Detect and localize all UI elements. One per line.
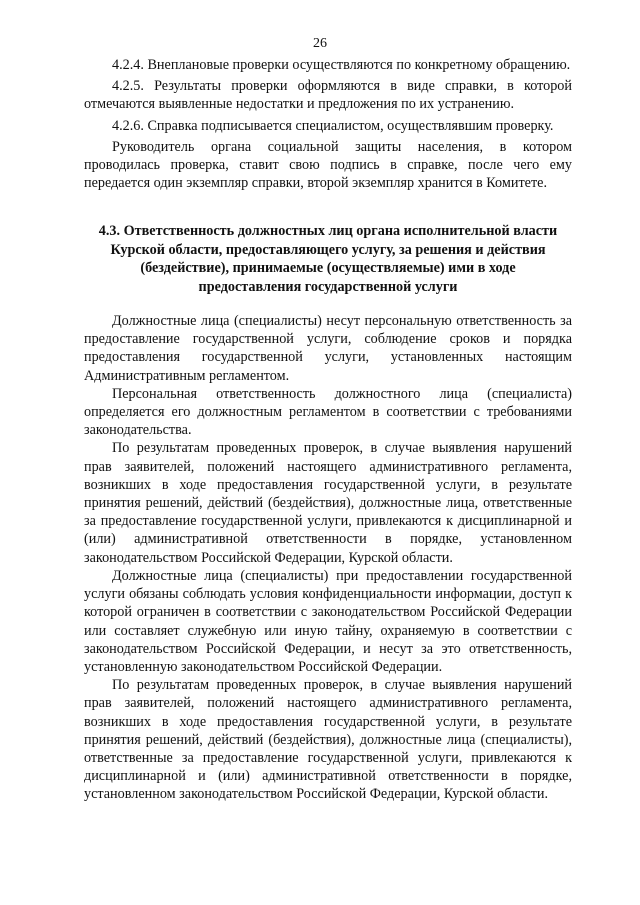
section-heading-4-3: 4.3. Ответственность должностных лиц органа исполнительной власти Курской области, предоставляющего услугу, за решения и действия (бездействие), принимаемые (осуществляемые) ими в ходе предоставления государственной услуги [98,223,558,295]
paragraph-inspection-results-2: По результатам проведенных проверок, в случае выявления нарушений прав заявителей, положений настоящего административного регламента, возникших в ходе предоставления государственной услуги, в результате принятия решений, действий (бездействия), должностные лица (специалисты), ответственные за предоставление государственной услуги, привлекаются к дисциплинарной и (или) административной ответственности в порядке, установленном законодательством Российской Федерации, Курской области. [84,677,572,803]
paragraph-head-signature: Руководитель органа социальной защиты населения, в котором проводилась проверка, ставит свою подпись в справке, после чего ему передается один экземпляр справки, второй экземпляр хранится в Комитете. [84,138,572,192]
paragraph-4-2-5: 4.2.5. Результаты проверки оформляются в виде справки, в которой отмечаются выявленные недостатки и предложения по их устранению. [84,78,572,113]
paragraph-official-regulation: Персональная ответственность должностного лица (специалиста) определяется его должностным регламентом в соответствии с требованиями законодательства. [84,385,572,439]
page-body [84,56,572,804]
page-number: 26 [313,36,327,51]
paragraph-4-2-6: 4.2.6. Справка подписывается специалистом, осуществлявшим проверку. [112,117,554,134]
paragraph-4-2-4: 4.2.4. Внеплановые проверки осуществляются по конкретному обращению. [112,57,571,73]
paragraph-personal-responsibility: Должностные лица (специалисты) несут персональную ответственность за предоставление государственной услуги, соблюдение сроков и порядка предоставления государственной услуги, установленных настоящим Административным регламентом. [84,313,572,384]
paragraph-inspection-results-1: По результатам проведенных проверок, в случае выявления нарушений прав заявителей, положений настоящего административного регламента, возникших в ходе предоставления государственной услуги, в результате принятия решений, действий (бездействия), должностные лица, ответственные за предоставление государственной услуги, привлекаются к дисциплинарной и (или) административной ответственности в порядке, установленном законодательством Российской Федерации, Курской области. [84,440,572,566]
paragraph-confidentiality: Должностные лица (специалисты) при предоставлении государственной услуги обязаны соблюдать условия конфиденциальности информации, доступ к которой ограничен в соответствии с законодательством Российской Федерации или составляет служебную или иную тайну, охраняемую в соответствии с законодательством Российской Федерации, и несут за это ответственность, установленную законодательством Российской Федерации. [84,567,572,675]
